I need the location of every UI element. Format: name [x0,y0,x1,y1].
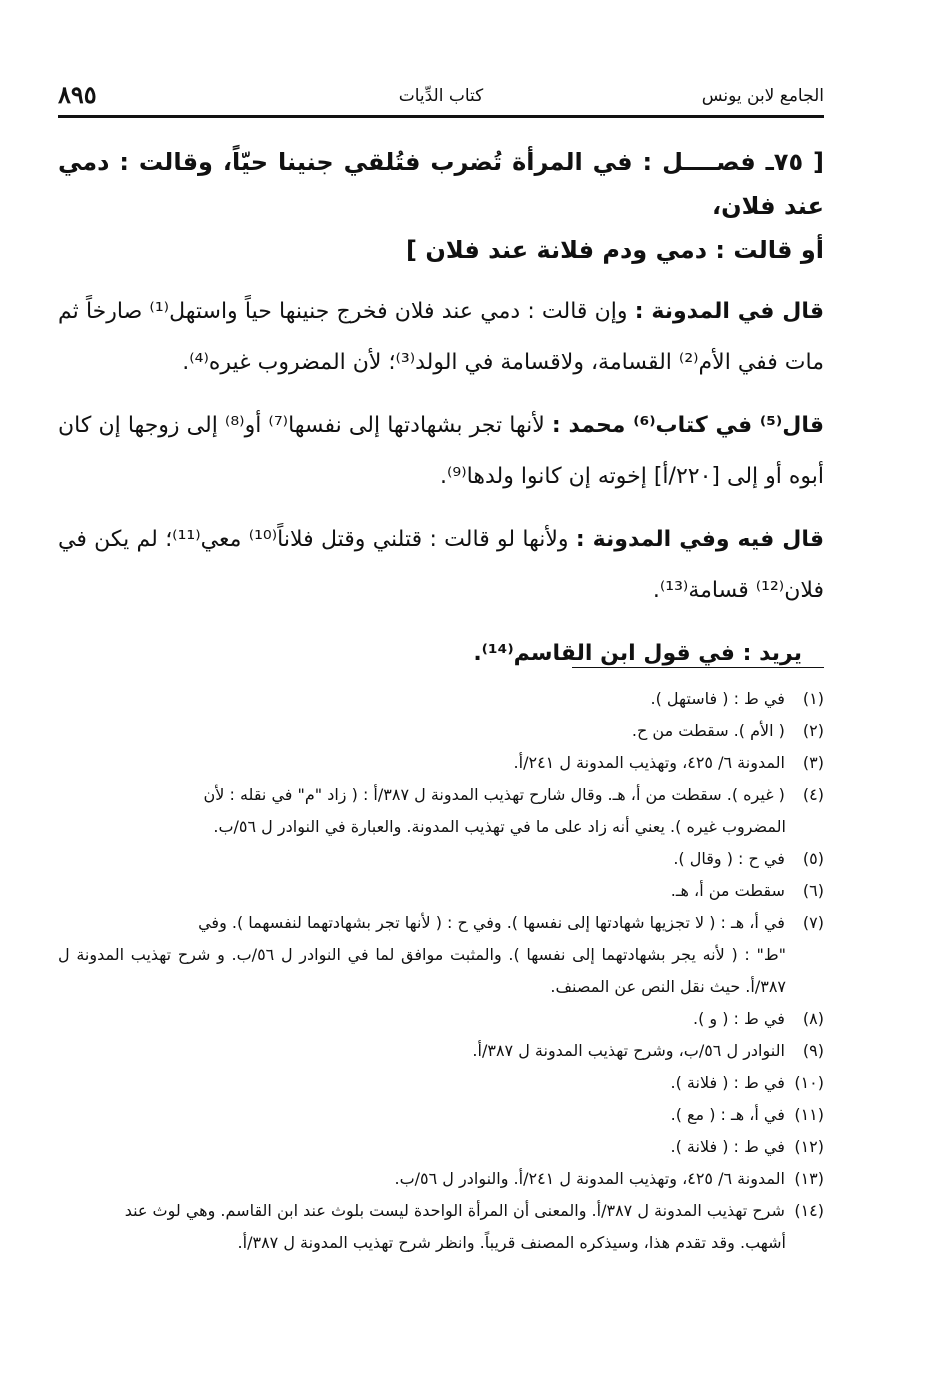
footnote-number: (٦) [802,881,824,900]
paragraph-lead: قال⁽⁵⁾ في كتاب⁽⁶⁾ محمد : [551,413,824,438]
footnote-number: (٩) [802,1041,824,1060]
footnote-text: في أ، هـ : ( مع ). [670,1105,785,1124]
footnote [58,1067,824,1099]
footnote [58,1003,824,1035]
section-heading-line-2: أو قالت : دمي ودم فلانة عند فلان ] [406,236,824,264]
footnote-number: (١٣) [794,1169,824,1188]
footnote-continuation: "ط" : ( لأنه يجر بشهادتهما إلى نفسها ). والمثبت موافق لما في النوادر ل ٥٦/ب. و شرح تهذيب المدونة ل ٣٨٧/أ. حيث نقل النص عن المصنف. [58,945,786,996]
paragraph [58,286,824,388]
chapter-title: كتاب الدِّيات [398,86,484,106]
footnote [58,1195,824,1259]
footnote-separator [572,667,824,668]
footnote-number: (١) [802,689,824,708]
footnote-text: المدونة ٦/ ٤٢٥، وتهذيب المدونة ل ٢٤١/أ. والنوادر ل ٥٦/ب. [394,1169,785,1188]
footnote-text: المدونة ٦/ ٤٢٥، وتهذيب المدونة ل ٢٤١/أ. [513,753,785,772]
footnote [58,1035,824,1067]
footnote-text: في ط : ( فاستهل ). [650,689,785,708]
paragraph-lead: قال في المدونة : [634,299,824,324]
footnote [58,1131,824,1163]
footnote-number: (١٢) [794,1137,824,1156]
footnote-continuation: المضروب غيره ). يعني أنه زاد على ما في تهذيب المدونة. والعبارة في النوادر ل ٥٦/ب. [213,817,786,836]
footnote-text: سقطت من أ، هـ. [670,881,785,900]
page-number: ٨٩٥ [58,80,97,109]
footnote-number: (٧) [802,913,824,932]
footnote-number: (٤) [802,785,824,804]
paragraph-text: لأنها تجر بشهادتها إلى نفسها⁽⁷⁾ أو⁽⁸⁾ إلى زوجها إن كان أبوه أو إلى [٢٢٠/أ] إخوته إن كانوا ولدها⁽⁹⁾. [58,413,824,489]
paragraph-lead: يريد : [742,641,802,666]
footnote [58,683,824,715]
running-header [58,80,824,114]
footnote-text: ( الأم ). سقطت من ح. [631,721,785,740]
footnote [58,1163,824,1195]
footnote-number: (١١) [794,1105,824,1124]
book-title: الجامع لابن يونس [701,86,824,106]
footnote-number: (٢) [802,721,824,740]
footnote-number: (٨) [802,1009,824,1028]
paragraph-lead: قال فيه وفي المدونة : [575,527,825,552]
footnotes [58,683,824,1259]
footnote-text: ( غيره ). سقطت من أ، هـ. وقال شارح تهذيب المدونة ل ٣٨٧/أ : ( زاد "م" في نقله : لأن [203,785,785,804]
footnote [58,875,824,907]
section-heading-line-1: [ ٧٥ـ فصــــل : في المرأة تُضرب فتُلقي جنينا حيّاً، وقالت : دمي عند فلان، [58,148,824,220]
footnote-continuation: أشهب. وقد تقدم هذا، وسيذكره المصنف قريباً. وانظر شرح تهذيب المدونة ل ٣٨٧/أ. [237,1233,786,1252]
footnote-number: (٥) [802,849,824,868]
footnote-text: شرح تهذيب المدونة ل ٣٨٧/أ. والمعنى أن المرأة الواحدة ليست بلوث عند ابن القاسم. وهي لوث عند [124,1201,785,1220]
footnote [58,1099,824,1131]
footnote-text: في ط : ( فلانة ). [670,1137,785,1156]
footnote-text: في ح : ( وقال ). [673,849,785,868]
paragraph [58,514,824,616]
footnote [58,715,824,747]
header-rule [58,115,824,118]
footnote-text: في أ، هـ : ( لا تجزيها شهادتها إلى نفسها ). وفي ح : ( لأنها تجر بشهادتهما لنفسهما ). وفي [198,913,785,932]
paragraph-text: ولأنها لو قالت : قتلني وقتل فلاناً⁽¹⁰⁾ معي⁽¹¹⁾؛ لم يكن في فلان⁽¹²⁾ قسامة⁽¹³⁾. [58,527,824,603]
paragraph-text: وإن قالت : دمي عند فلان فخرج جنينها حياً واستهل⁽¹⁾ صارخاً ثم مات ففي الأم⁽²⁾ القسامة، ولاقسامة في الولد⁽³⁾؛ لأن المضروب غيره⁽⁴⁾. [58,299,824,375]
footnote-number: (١٠) [794,1073,824,1092]
footnote-number: (١٤) [794,1201,824,1220]
footnote-text: في ط : ( فلانة ). [670,1073,785,1092]
paragraph-text: في قول ابن القاسم⁽¹⁴⁾. [473,641,743,666]
footnote [58,747,824,779]
paragraph [58,400,824,502]
footnote-number: (٣) [802,753,824,772]
footnote-text: في ط : ( و ). [693,1009,785,1028]
footnote [58,907,824,1003]
section-heading [58,140,824,272]
footnote-text: النوادر ل ٥٦/ب، وشرح تهذيب المدونة ل ٣٨٧/أ. [472,1041,785,1060]
main-text [58,140,824,691]
paragraph [58,628,824,679]
footnote [58,843,824,875]
footnote [58,779,824,843]
